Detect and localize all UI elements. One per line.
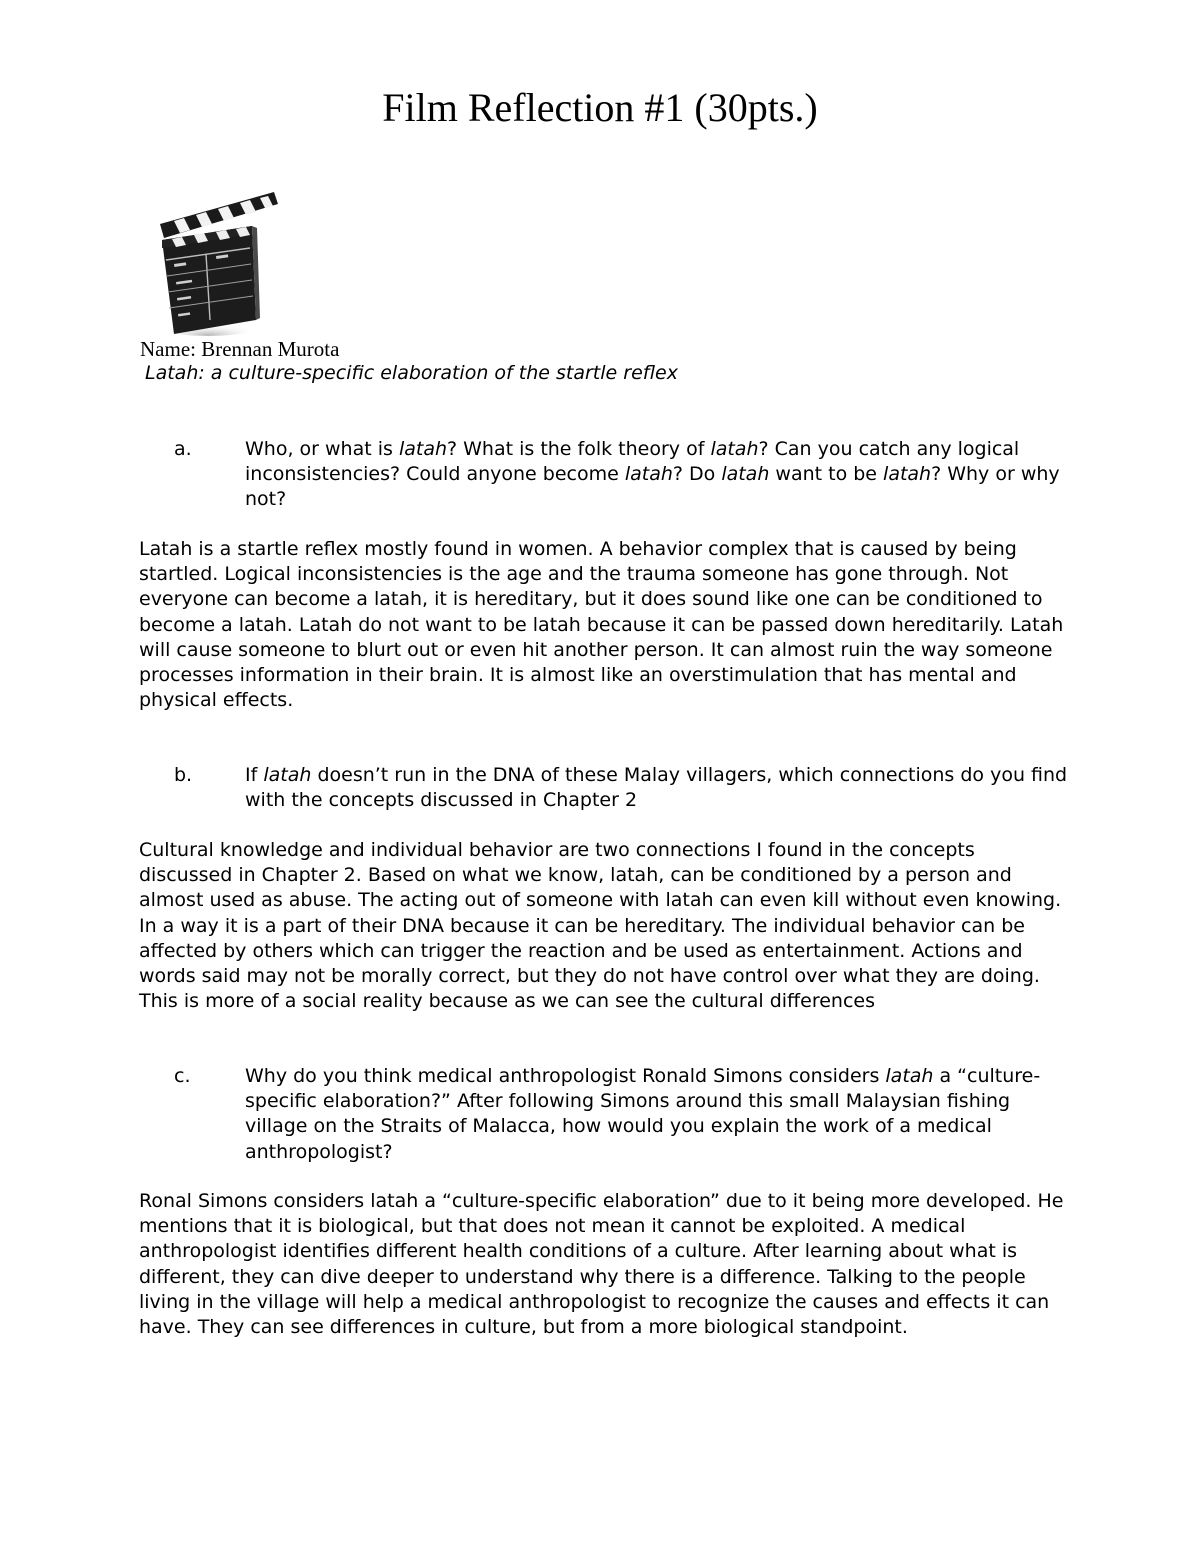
document-title: Film Reflection #1 (30pts.): [382, 85, 818, 130]
question-label: b.: [174, 764, 193, 786]
answer-b: Cultural knowledge and individual behavior are two connections I found in the concepts discussed in Chapter 2. Based on what we know, latah, can be conditioned by a person and almost used as abuse. The acting out of someone with latah can even kill without even knowing. In a way it is a part of their DNA because it can be hereditary. The individual behavior can be affected by others which can trigger the reaction and be used as entertainment. Actions and words said may not be morally correct, but they do not have control over what they are doing. This is more of a social reality because as we can see the cultural differences: [139, 839, 1062, 1013]
answer-c: Ronal Simons considers latah a “culture-specific elaboration” due to it being more developed. He mentions that it is biological, but that does not mean it cannot be exploited. A medical anthropologist identifies different health conditions of a culture. After learning about what is different, they can dive deeper to understand why there is a difference. Talking to the people living in the village will help a medical anthropologist to recognize the causes and effects it can have. They can see differences in culture, but from a more biological standpoint.: [139, 1190, 1064, 1339]
question-text: Who, or what is latah? What is the folk theory of latah? Can you catch any logical inconsistencies? Could anyone become latah? Do latah want to be latah? Why or why not?: [245, 438, 1060, 511]
question-text: If latah doesn’t run in the DNA of these Malay villagers, which connections do you find with the concepts discussed in Chapter 2: [245, 764, 1068, 812]
document-subtitle: Latah: a culture-specific elaboration of the startle reflex: [145, 362, 678, 384]
film-clapperboard-icon: [156, 188, 286, 336]
answer-a: Latah is a startle reflex mostly found in women. A behavior complex that is caused by being startled. Logical inconsistencies is the age and the trauma someone has gone through. Not everyone can become a latah, it is hereditary, but it does sound like one can be conditioned to become a latah. Latah do not want to be latah because it can be passed down hereditarily. Latah will cause someone to blurt out or even hit another person. It can almost ruin the way someone processes information in their brain. It is almost like an overstimulation that has mental and physical effects.: [139, 538, 1064, 712]
question-label: c.: [174, 1065, 191, 1087]
student-name: Name: Brennan Murota: [140, 337, 340, 361]
question-text: Why do you think medical anthropologist Ronald Simons considers latah a “culture-specific elaboration?” After following Simons around this small Malaysian fishing village on the Straits of Malacca, how would you explain the work of a medical anthropologist?: [245, 1065, 1041, 1163]
question-label: a.: [174, 438, 192, 460]
